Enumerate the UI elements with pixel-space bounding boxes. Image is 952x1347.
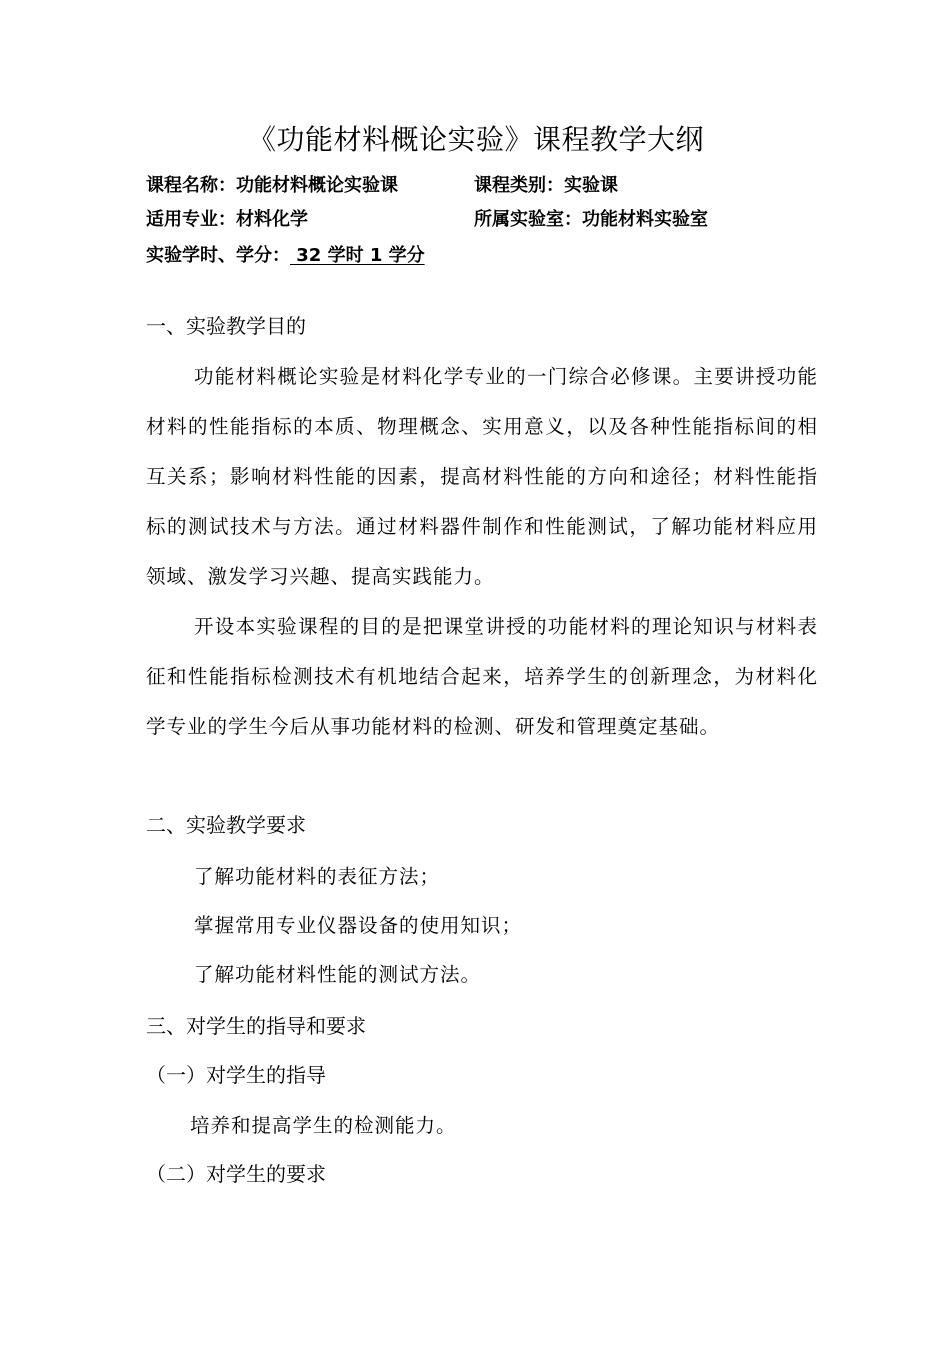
hours-credits-label: 实验学时、学分： <box>146 245 290 266</box>
requirement-item: 了解功能材料的表征方法； <box>194 865 441 888</box>
subsection-heading-requirements: （二）对学生的要求 <box>146 1162 326 1186</box>
requirement-item: 了解功能材料性能的测试方法。 <box>194 963 482 986</box>
section-heading-purpose: 一、实验教学目的 <box>146 314 306 338</box>
affiliated-lab: 所属实验室：功能材料实验室 <box>474 209 708 230</box>
course-type: 课程类别：实验课 <box>474 175 618 196</box>
document-title: 《功能材料概论实验》课程教学大纲 <box>247 123 704 156</box>
section-heading-requirements: 二、实验教学要求 <box>146 813 306 837</box>
hours-credits-value: 32 学时 1 学分 <box>290 245 425 266</box>
applicable-major: 适用专业：材料化学 <box>146 209 308 230</box>
course-name: 课程名称：功能材料概论实验课 <box>146 175 398 196</box>
requirement-item: 掌握常用专业仪器设备的使用知识； <box>194 914 523 937</box>
subsection-heading-guidance: （一）对学生的指导 <box>146 1063 326 1087</box>
purpose-paragraph-1: 功能材料概论实验是材料化学专业的一门综合必修课。主要讲授功能材料的性能指标的本质、物理概念、实用意义，以及各种性能指标间的相互关系；影响材料性能的因素，提高材料性能的方向和途径；材料性能指标的测试技术与方法。通过材料器件制作和性能测试，了解功能材料应用领域、激发学习兴趣、提高实践能力。 <box>146 365 818 588</box>
hours-credits <box>146 242 425 270</box>
guidance-text: 培养和提高学生的检测能力。 <box>190 1114 457 1137</box>
section-heading-guidance: 三、对学生的指导和要求 <box>146 1014 366 1038</box>
purpose-paragraph-2: 开设本实验课程的目的是把课堂讲授的功能材料的理论知识与材料表征和性能指标检测技术有机地结合起来，培养学生的创新理念，为材料化学专业的学生今后从事功能材料的检测、研发和管理奠定基础。 <box>146 615 818 738</box>
